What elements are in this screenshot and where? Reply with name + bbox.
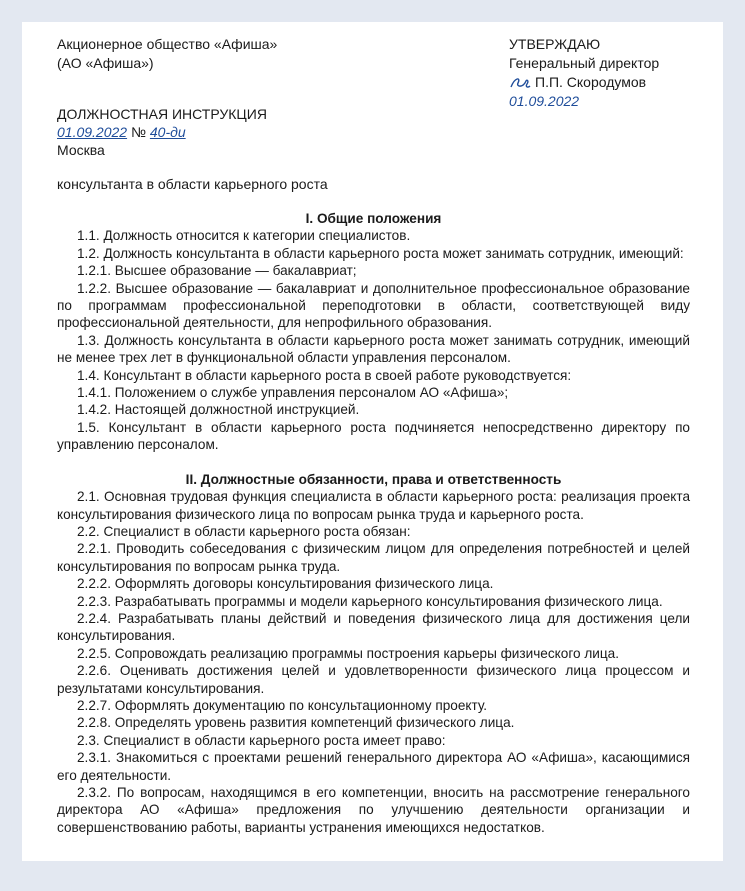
paragraph: 1.2.1. Высшее образование — бакалавриат; [77, 263, 357, 279]
paragraph: 1.4. Консультант в области карьерного роста в своей работе руководствуется: [77, 367, 572, 383]
paragraph: 2.2.6. Оценивать достижения целей и удовлетворенности физического лица процессом и результатами консультирования. [57, 663, 690, 696]
paragraph: 2.3.2. По вопросам, находящимся в его компетенции, вносить на рассмотрение генерального директора АО «Афиша» предложения по улучшению деятельности организации и совершенствованию работы, варианты устранения имеющихся недостатков. [57, 785, 690, 835]
approval-name: П.П. Скородумов [535, 74, 647, 90]
document-body [57, 210, 690, 836]
paragraph: 2.2.8. Определять уровень развития компетенций физического лица. [77, 715, 515, 731]
paragraph: 2.2.3. Разрабатывать программы и модели карьерного консультирования физического лица. [77, 593, 663, 609]
document-date: 01.09.2022 [57, 124, 128, 140]
approval-signature-line [509, 73, 719, 92]
document-page [22, 22, 723, 861]
approval-title: УТВЕРЖДАЮ [509, 36, 601, 52]
paragraph: 1.4.1. Положением о службе управления персоналом АО «Афиша»; [77, 385, 509, 401]
organization-name: Акционерное общество «Афиша» [57, 36, 278, 52]
section-spacer [57, 454, 690, 471]
document-number: 40-ди [149, 124, 186, 140]
number-sign: № [130, 124, 146, 140]
paragraph: 2.2.7. Оформлять документацию по консультационному проекту. [77, 697, 488, 713]
paragraph: 1.5. Консультант в области карьерного роста подчиняется непосредственно директору по управлению персоналом. [57, 419, 690, 453]
paragraph: 1.1. Должность относится к категории специалистов. [77, 228, 411, 244]
paragraph: 2.2.1. Проводить собеседования с физическим лицом для определения потребностей и целей консультирования по вопросам рынка труда. [57, 541, 690, 574]
paragraph: 2.2. Специалист в области карьерного роста обязан: [77, 523, 411, 539]
paragraph: 2.2.2. Оформлять договоры консультирования физического лица. [77, 576, 494, 592]
paragraph: 1.3. Должность консультанта в области карьерного роста может занимать сотрудник, имеющий не менее трех лет в функциональной области управления персоналом. [57, 332, 690, 366]
paragraph: 1.2.2. Высшее образование — бакалавриат и дополнительное профессиональное образование по программам профессиональной переподготовки в области, соответствующей виду профессиональной деятельности, для непрофильного образования. [57, 280, 690, 331]
signature-image [509, 75, 531, 91]
paragraph: 2.3.1. Знакомиться с проектами решений генерального директора АО «Афиша», касающимися его деятельности. [57, 750, 690, 783]
organization-block [57, 35, 277, 73]
registration-line [57, 123, 186, 142]
paragraph: 2.2.4. Разрабатывать планы действий и поведения физического лица для достижения цели консультирования. [57, 610, 690, 644]
paragraph: 2.3. Специалист в области карьерного роста имеет право: [77, 732, 446, 748]
paragraph: 1.2. Должность консультанта в области карьерного роста может занимать сотрудник, имеющий: [77, 245, 684, 261]
approval-position: Генеральный директор [509, 55, 660, 71]
organization-short-name: (АО «Афиша») [57, 55, 154, 71]
document-position: консультанта в области карьерного роста [57, 176, 328, 192]
section-heading: II. Должностные обязанности, права и ответственность [185, 471, 562, 487]
section-heading: I. Общие положения [305, 211, 442, 226]
approval-date: 01.09.2022 [509, 93, 580, 109]
paragraph: 1.4.2. Настоящей должностной инструкцией. [77, 402, 360, 418]
paragraph: 2.1. Основная трудовая функция специалиста в области карьерного роста: реализация проекта консультирования физического лица по вопросам рынка труда и карьерного роста. [57, 489, 690, 522]
document-title: ДОЛЖНОСТНАЯ ИНСТРУКЦИЯ [57, 106, 267, 122]
approval-block [509, 35, 719, 111]
document-city: Москва [57, 142, 105, 158]
paragraph: 2.2.5. Сопровождать реализацию программы построения карьеры физического лица. [77, 645, 619, 661]
